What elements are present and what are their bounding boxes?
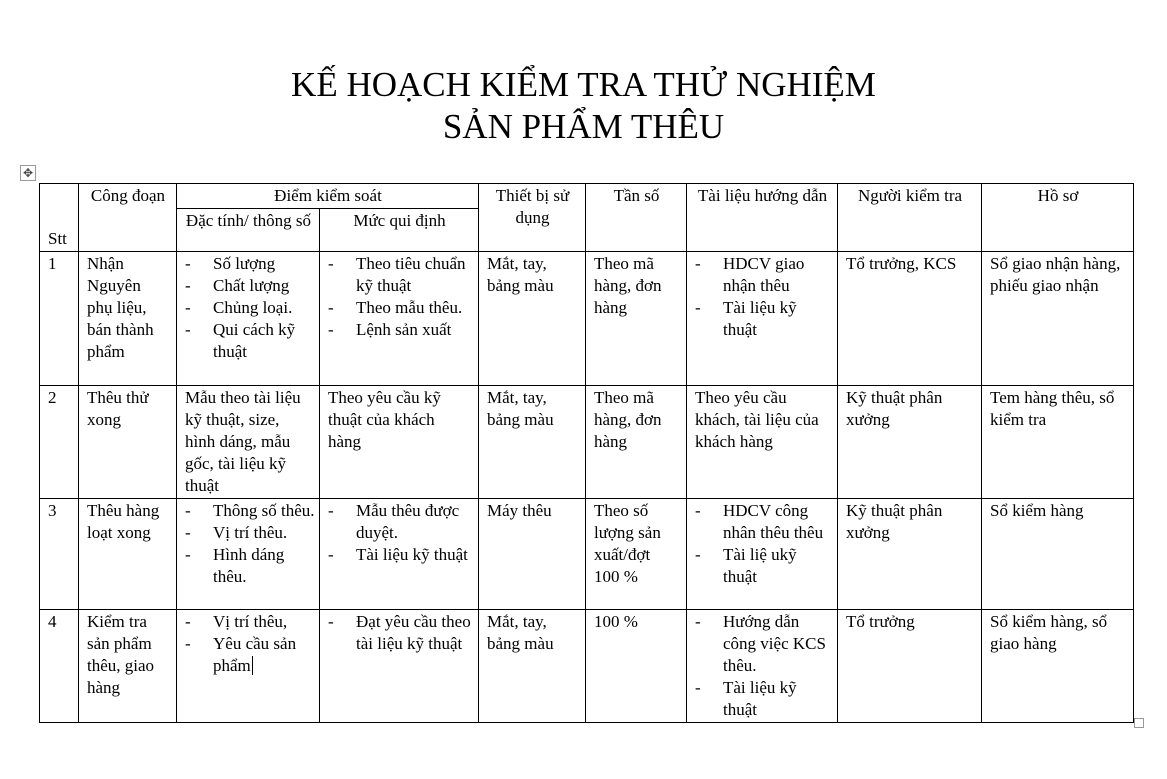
list-item: - Thông số thêu.	[185, 500, 315, 522]
cell-tan-so: Theo mã hàng, đơn hàng	[586, 252, 687, 386]
cell-cong-doan: Nhận Nguyên phụ liệu, bán thành phẩm	[79, 252, 177, 386]
list-item: - Đạt yêu cầu theo tài liệu kỹ thuật	[328, 611, 474, 655]
cell-ho-so: Sổ kiểm hàng	[982, 499, 1134, 610]
cell-thiet-bi: Mắt, tay, bảng màu	[479, 386, 586, 499]
list-item: - Tài liệ ukỹ thuật	[695, 544, 833, 588]
cell-ho-so: Tem hàng thêu, sổ kiểm tra	[982, 386, 1134, 499]
cell-muc-qui-dinh	[320, 252, 479, 386]
list-item: - Qui cách kỹ thuật	[185, 319, 315, 363]
cell-dac-tinh	[177, 252, 320, 386]
table-row	[40, 252, 1134, 386]
list-item: - Tài liệu kỹ thuật	[695, 677, 833, 721]
cell-tan-so: Theo số lượng sản xuất/đợt 100 %	[586, 499, 687, 610]
cell-stt: 3	[40, 499, 79, 610]
cell-tan-so: Theo mã hàng, đơn hàng	[586, 386, 687, 499]
header-cong-doan: Công đoạn	[79, 184, 177, 252]
table-row	[40, 499, 1134, 610]
list-item[interactable]	[185, 633, 315, 677]
table-row	[40, 386, 1134, 499]
cell-thiet-bi: Máy thêu	[479, 499, 586, 610]
cell-stt: 4	[40, 610, 79, 723]
cell-tan-so: 100 %	[586, 610, 687, 723]
cell-dac-tinh	[177, 499, 320, 610]
header-stt: Stt	[40, 184, 79, 252]
header-dac-tinh: Đặc tính/ thông số	[177, 209, 320, 252]
table-header-row	[40, 184, 1134, 209]
list-item: - Chất lượng	[185, 275, 315, 297]
cell-stt: 1	[40, 252, 79, 386]
header-diem-kiem-soat: Điểm kiểm soát	[177, 184, 479, 209]
list-item: - Tài liệu kỹ thuật	[695, 297, 833, 341]
move-arrows-icon[interactable]: ✥	[20, 165, 36, 181]
document-title-line2: SẢN PHẨM THÊU	[442, 107, 725, 146]
cell-cong-doan: Kiểm tra sản phẩm thêu, giao hàng	[79, 610, 177, 723]
cell-stt: 2	[40, 386, 79, 499]
list-item: - Tài liệu kỹ thuật	[328, 544, 474, 566]
header-tai-lieu: Tài liệu hướng dẫn	[687, 184, 838, 252]
list-item: - Theo tiêu chuẩn kỹ thuật	[328, 253, 474, 297]
table-row	[40, 610, 1134, 723]
cell-nguoi-kiem-tra: Tổ trưởng	[838, 610, 982, 723]
cell-tai-lieu	[687, 252, 838, 386]
cell-muc-qui-dinh: Theo yêu cầu kỹ thuật của khách hàng	[320, 386, 479, 499]
list-item-text: Yêu cầu sản phẩm	[213, 634, 297, 675]
header-ho-so: Hồ sơ	[982, 184, 1134, 252]
cell-tai-lieu	[687, 610, 838, 723]
list-item: - Số lượng	[185, 253, 315, 275]
cell-nguoi-kiem-tra: Kỹ thuật phân xưởng	[838, 386, 982, 499]
list-item: - HDCV công nhân thêu thêu	[695, 500, 833, 544]
cell-tai-lieu: Theo yêu cầu khách, tài liệu của khách hàng	[687, 386, 838, 499]
list-item: - Mẫu thêu được duyệt.	[328, 500, 474, 544]
header-thiet-bi: Thiết bị sử dụng	[479, 184, 586, 252]
inspection-plan-table	[39, 183, 1134, 723]
cell-thiet-bi: Mắt, tay, bảng màu	[479, 252, 586, 386]
list-item: - HDCV giao nhận thêu	[695, 253, 833, 297]
cell-ho-so: Sổ kiểm hàng, sổ giao hàng	[982, 610, 1134, 723]
text-cursor	[252, 656, 253, 675]
header-nguoi-kiem-tra: Người kiểm tra	[838, 184, 982, 252]
cell-nguoi-kiem-tra: Kỹ thuật phân xưởng	[838, 499, 982, 610]
list-item: - Hướng dẫn công việc KCS thêu.	[695, 611, 833, 677]
cell-thiet-bi: Mắt, tay, bảng màu	[479, 610, 586, 723]
cell-cong-doan: Thêu thử xong	[79, 386, 177, 499]
cell-dac-tinh[interactable]	[177, 610, 320, 723]
cell-dac-tinh: Mẫu theo tài liệu kỹ thuật, size, hình dáng, mẫu gốc, tài liệu kỹ thuật	[177, 386, 320, 499]
list-item: - Chủng loại.	[185, 297, 315, 319]
cell-tai-lieu	[687, 499, 838, 610]
cell-cong-doan: Thêu hàng loạt xong	[79, 499, 177, 610]
list-item: - Lệnh sản xuất	[328, 319, 474, 341]
list-item: - Vị trí thêu.	[185, 522, 315, 544]
document-title-line1: KẾ HOẠCH KIỂM TRA THỬ NGHIỆM	[291, 65, 876, 104]
header-tan-so: Tần số	[586, 184, 687, 252]
list-item: - Vị trí thêu,	[185, 611, 315, 633]
table-resize-handle[interactable]	[1134, 718, 1144, 728]
cell-ho-so: Sổ giao nhận hàng, phiếu giao nhận	[982, 252, 1134, 386]
header-muc-qui-dinh: Mức qui định	[320, 209, 479, 252]
cell-muc-qui-dinh	[320, 499, 479, 610]
list-item: - Theo mẫu thêu.	[328, 297, 474, 319]
list-item: - Hình dáng thêu.	[185, 544, 315, 588]
cell-nguoi-kiem-tra: Tổ trưởng, KCS	[838, 252, 982, 386]
cell-muc-qui-dinh	[320, 610, 479, 723]
